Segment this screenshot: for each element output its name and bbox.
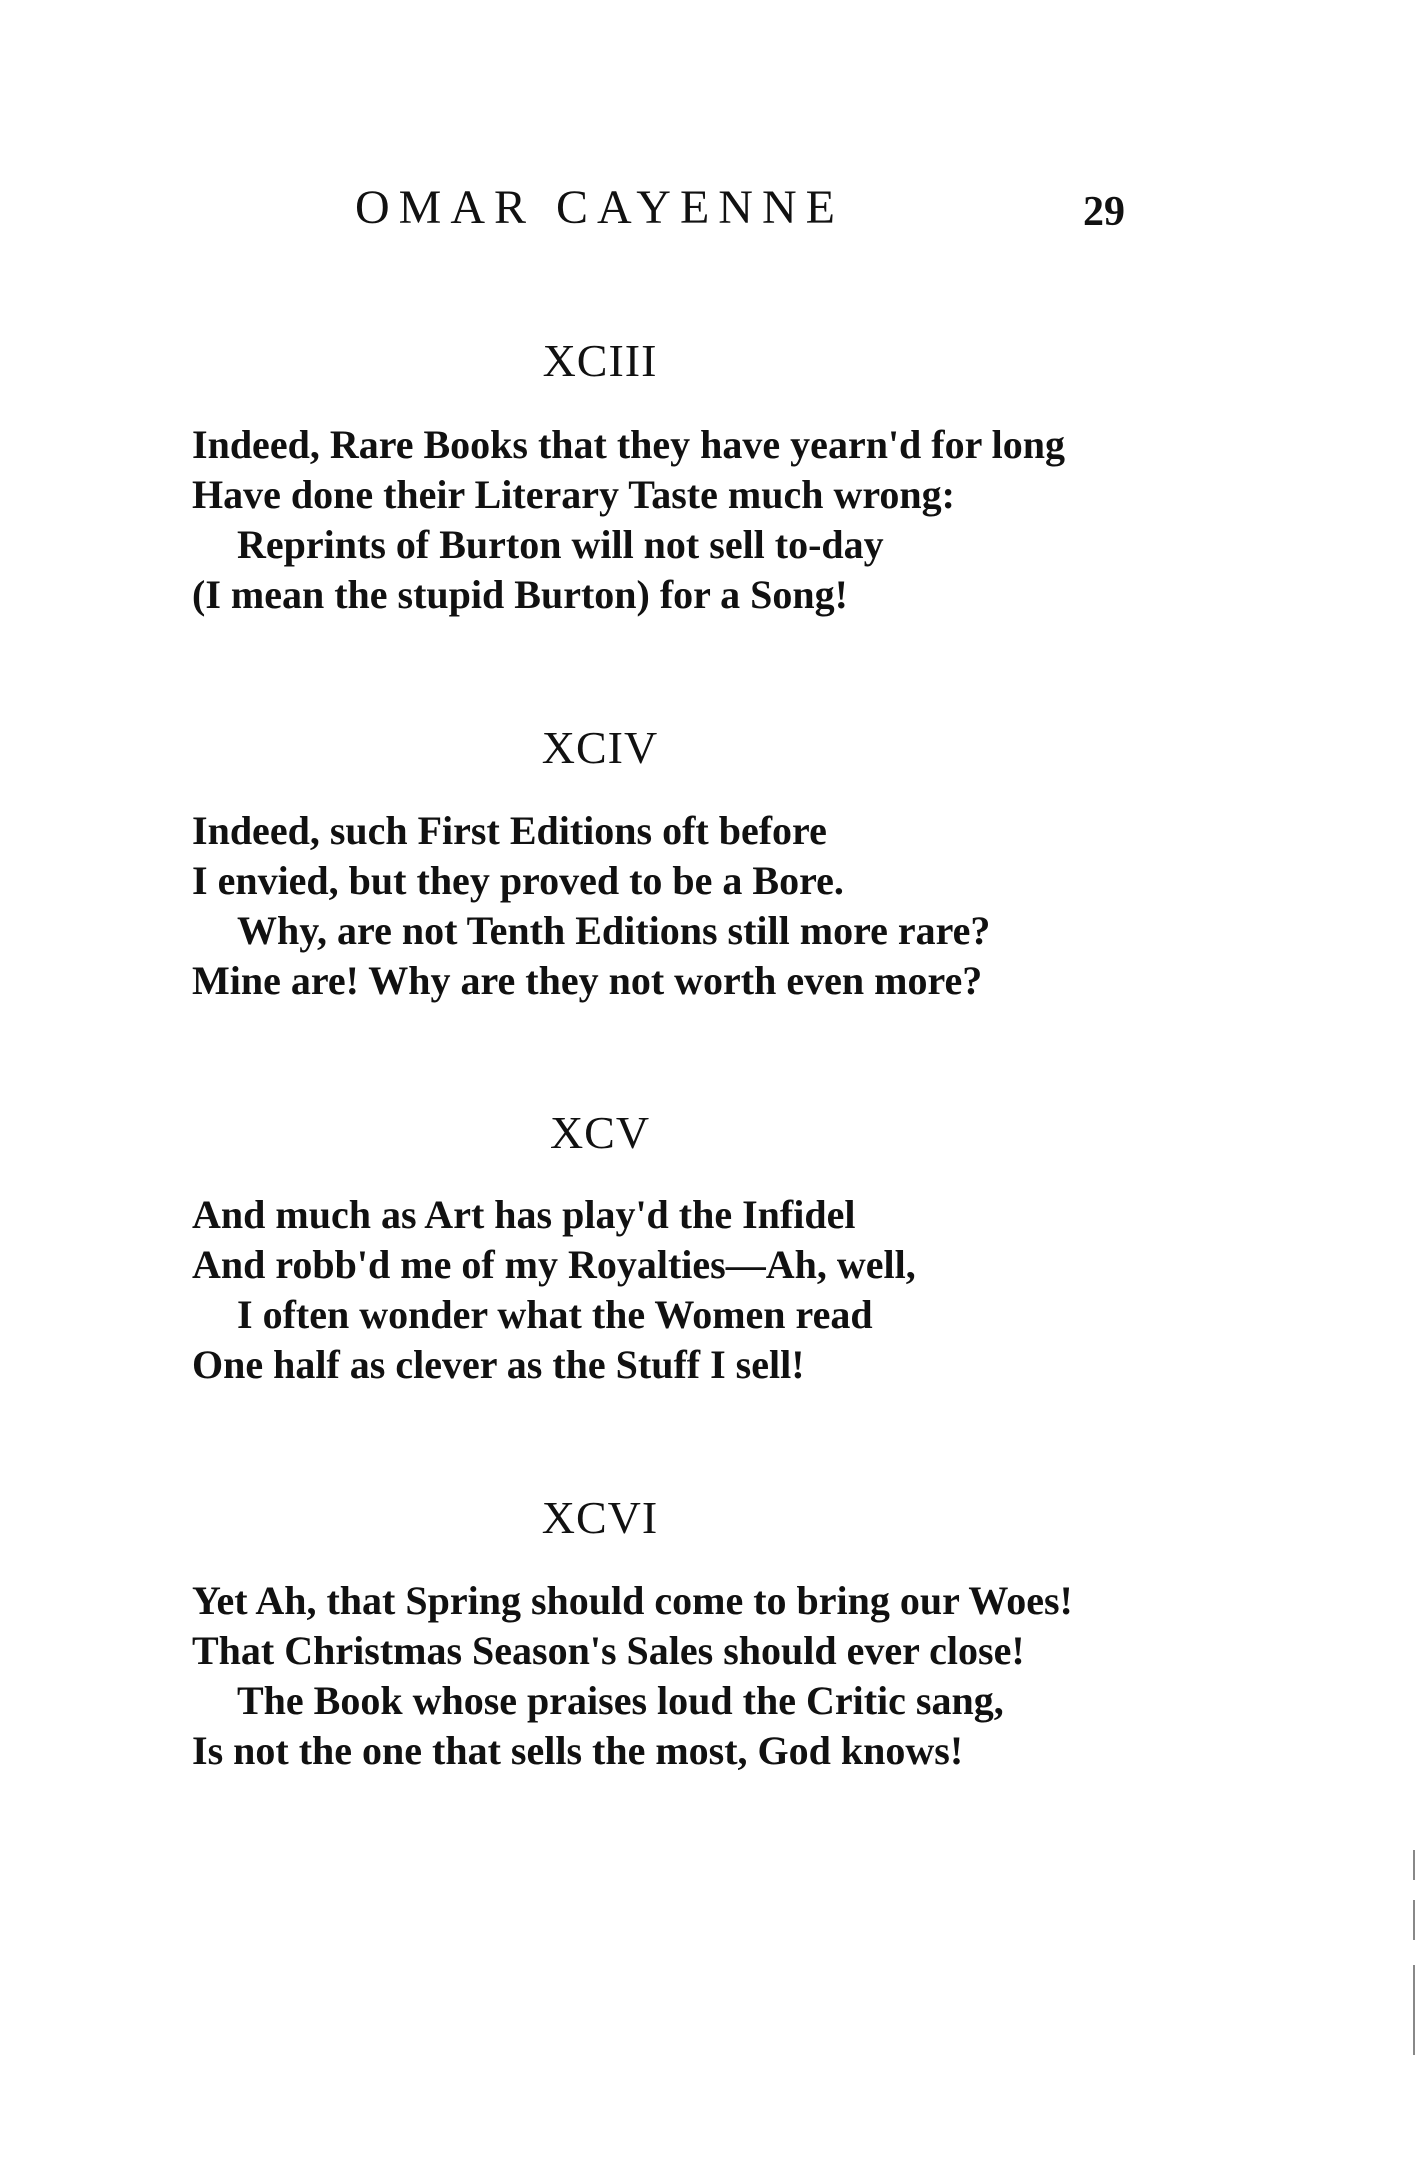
stanza-heading: XCIII xyxy=(542,335,658,386)
verse-line: I envied, but they proved to be a Bore. xyxy=(192,858,844,903)
verse-line: Indeed, such First Editions oft before xyxy=(192,808,827,853)
scan-mark xyxy=(1413,1965,1415,2055)
page-number: 29 xyxy=(1083,189,1125,235)
scan-mark xyxy=(1413,1900,1415,1940)
verse-line: Mine are! Why are they not worth even more? xyxy=(192,958,983,1003)
stanza-heading: XCIV xyxy=(541,722,659,773)
stanza-heading: XCV xyxy=(549,1107,651,1158)
verse-line: Why, are not Tenth Editions still more rare? xyxy=(237,908,991,953)
verse-line: I often wonder what the Women read xyxy=(237,1292,873,1337)
scan-mark xyxy=(1413,1850,1415,1880)
verse-line: And robb'd me of my Royalties—Ah, well, xyxy=(192,1242,916,1287)
verse-line: Is not the one that sells the most, God knows! xyxy=(192,1728,964,1773)
verse-line: Indeed, Rare Books that they have yearn'd for long xyxy=(192,422,1066,467)
verse-line: Have done their Literary Taste much wrong: xyxy=(192,472,955,517)
verse-line: One half as clever as the Stuff I sell! xyxy=(192,1342,805,1387)
stanza-heading: XCVI xyxy=(541,1492,659,1543)
verse-line: The Book whose praises loud the Critic sang, xyxy=(237,1678,1004,1723)
running-title: OMAR CAYENNE xyxy=(355,181,844,234)
verse-line: And much as Art has play'd the Infidel xyxy=(192,1192,856,1237)
verse-line: Reprints of Burton will not sell to-day xyxy=(237,522,884,567)
verse-line: (I mean the stupid Burton) for a Song! xyxy=(192,572,848,617)
verse-line: That Christmas Season's Sales should ever close! xyxy=(192,1628,1025,1673)
page-header xyxy=(350,178,1130,248)
verse-line: Yet Ah, that Spring should come to bring our Woes! xyxy=(192,1578,1073,1623)
